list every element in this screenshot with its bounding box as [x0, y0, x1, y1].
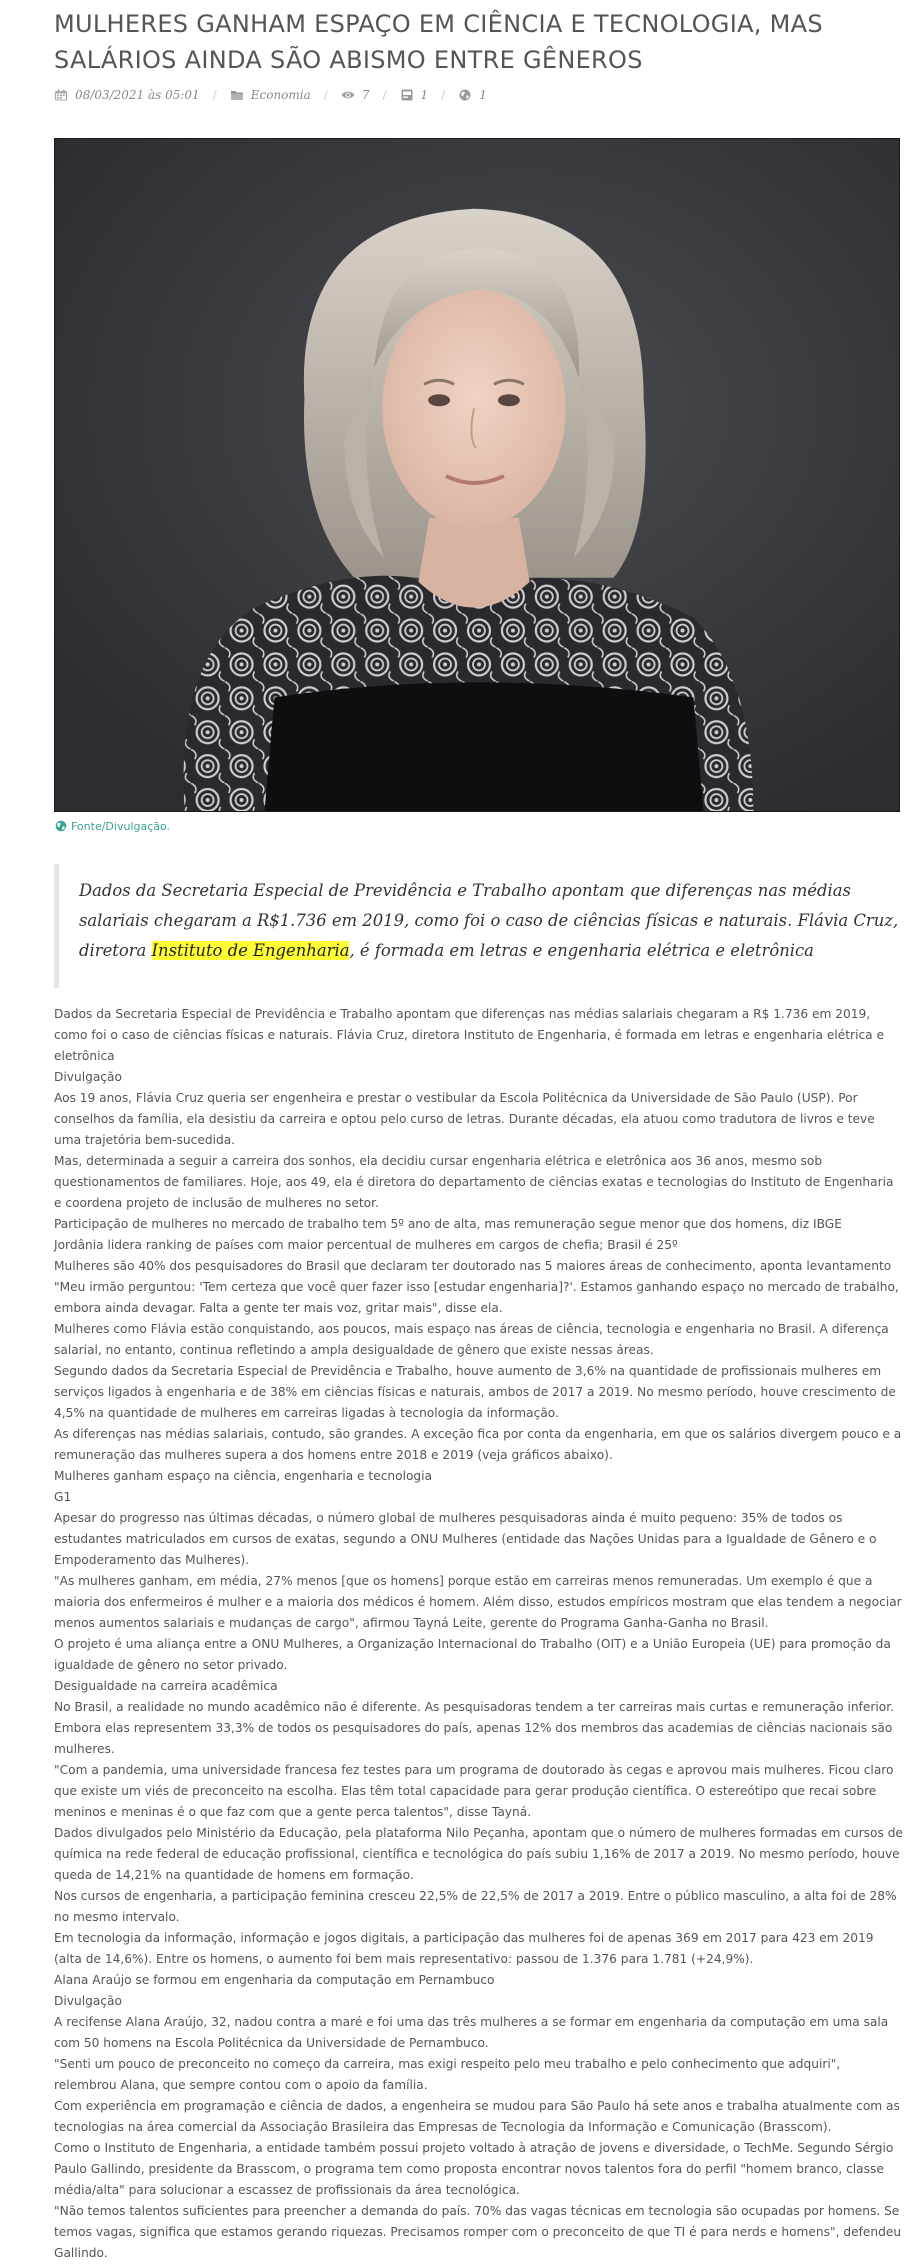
article-photo [54, 138, 900, 812]
article-paragraph: "Não temos talentos suficientes para preencher a demanda do país. 70% das vagas técnicas em tecnologia são ocupadas por homens. Se temos vagas, significa que estamos gerando riquezas. Precisamos romper com o preconceito de que TI é para nerds e homens", defendeu Gallindo. [54, 2204, 902, 2260]
article-paragraph: O projeto é uma aliança entre a ONU Mulheres, a Organização Internacional do Trabalho (OIT) e a União Europeia (UE) para promoção da igualdade de gênero no setor privado. [54, 1637, 891, 1672]
meta-category[interactable] [230, 88, 311, 102]
meta-separator: / [382, 88, 387, 102]
article-paragraph: "As mulheres ganham, em média, 27% menos [que os homens] porque estão em carreiras menos remuneradas. Um exemplo é que a maioria dos enfermeiros é mulher e a maioria dos médicos é homem. Além disso, estudos empíricos mostram que elas tendem a negociar menos aumentos salariais e mudanças de cargo", afirmou Tayná Leite, gerente do Programa Ganha-Ganha no Brasil. [54, 1574, 902, 1630]
article-paragraph: "Meu irmão perguntou: 'Tem certeza que você quer fazer isso [estudar engenharia]?'. Estamos ganhando espaço no mercado de trabalho, embora ainda devagar. Falta a gente ter mais voz, gritar mais", disse ela. [54, 1280, 899, 1315]
meta-separator: / [212, 88, 217, 102]
calendar-icon [54, 89, 68, 101]
article-lead-quote [54, 864, 900, 988]
folder-icon [230, 89, 244, 101]
article-paragraph: Segundo dados da Secretaria Especial de Previdência e Trabalho, houve aumento de 3,6% na quantidade de profissionais mulheres em serviços ligados à engenharia e de 38% em ciências físicas e naturais, ambos de 2017 a 2019. No mesmo período, houve crescimento de 4,5% na quantidade de mulheres em carreiras ligadas à tecnologia da informação. [54, 1364, 896, 1420]
photo-credit-text: Fonte/Divulgação. [71, 819, 171, 833]
meta-views-count: 7 [361, 88, 370, 102]
meta-date [54, 88, 200, 102]
photo-credit [54, 818, 170, 834]
article-paragraph: Divulgação [54, 1994, 122, 2008]
article-paragraph: Apesar do progresso nas últimas décadas, o número global de mulheres pesquisadoras ainda é muito pequeno: 35% de todos os estudantes matriculados em cursos de exatas, segundo a ONU Mulheres (entidade das Nações Unidas para a Igualdade de Gênero e o Empoderamento das Mulheres). [54, 1511, 877, 1567]
article-paragraph: Dados divulgados pelo Ministério da Educação, pela plataforma Nilo Peçanha, apontam que o número de mulheres formadas em cursos de química na rede federal de educação profissional, científica e tecnológica do país subiu 1,16% de 2017 a 2019. No mesmo período, houve queda de 14,21% na quantidade de homens em formação. [54, 1826, 903, 1882]
meta-category-text[interactable]: Economia [250, 88, 311, 102]
article-paragraph: Dados da Secretaria Especial de Previdência e Trabalho apontam que diferenças nas médias salariais chegaram a R$ 1.736 em 2019, como foi o caso de ciências físicas e naturais. Flávia Cruz, diretora Instituto de Engenharia, é formada em letras e engenharia elétrica e eletrônica [54, 1007, 884, 1063]
meta-views [341, 88, 370, 102]
comment-icon [400, 89, 414, 101]
quote-text-after: , é formada em letras e engenharia elétrica e eletrônica [349, 941, 814, 960]
article-paragraph: Desigualdade na carreira acadêmica [54, 1679, 278, 1693]
eye-icon [341, 89, 355, 101]
article-paragraph: Como o Instituto de Engenharia, a entidade também possui projeto voltado à atração de jovens e diversidade, o TechMe. Segundo Sérgio Paulo Gallindo, presidente da Brasscom, o programa tem como proposta encontrar novos talentos fora do perfil "homem branco, classe média/alta" para solucionar a escassez de profissionais da área tecnológica. [54, 2141, 894, 2197]
article-paragraph: Alana Araújo se formou em engenharia da computação em Pernambuco [54, 1973, 495, 1987]
meta-date-text: 08/03/2021 às 05:01 [75, 88, 200, 102]
article-title: MULHERES GANHAM ESPAÇO EM CIÊNCIA E TECNOLOGIA, MAS SALÁRIOS AINDA SÃO ABISMO ENTRE GÊNEROS [54, 10, 823, 74]
article-paragraph: No Brasil, a realidade no mundo acadêmico não é diferente. As pesquisadoras tendem a ter carreiras mais curtas e remuneração inferior. Embora elas representem 33,3% de todos os pesquisadores do país, apenas 12% dos membros das academias de ciências nacionais são mulheres. [54, 1700, 894, 1756]
quote-highlight: Instituto de Engenharia [151, 941, 350, 960]
meta-comments-count: 1 [420, 88, 429, 102]
article-meta [54, 84, 900, 106]
article-paragraph: Participação de mulheres no mercado de trabalho tem 5º ano de alta, mas remuneração segue menor que dos homens, diz IBGE [54, 1217, 842, 1231]
globe-icon [54, 820, 68, 832]
article-paragraph: Nos cursos de engenharia, a participação feminina cresceu 22,5% de 22,5% de 2017 a 2019. Entre o público masculino, a alta foi de 28% no mesmo intervalo. [54, 1889, 897, 1924]
article-paragraph: Mulheres são 40% dos pesquisadores do Brasil que declaram ter doutorado nas 5 maiores áreas de conhecimento, aponta levantamento [54, 1259, 892, 1273]
article-paragraph: Aos 19 anos, Flávia Cruz queria ser engenheira e prestar o vestibular da Escola Politécnica da Universidade de São Paulo (USP). Por conselhos da família, ela desistiu da carreira e optou pelo curso de letras. Durante décadas, ela atuou como tradutora de livros e teve uma trajetória bem-sucedida. [54, 1091, 875, 1147]
meta-separator: / [323, 88, 328, 102]
article-paragraph: Jordânia lidera ranking de países com maior percentual de mulheres em cargos de chefia; Brasil é 25º [54, 1238, 678, 1252]
article-paragraph: Mulheres como Flávia estão conquistando, aos poucos, mais espaço nas áreas de ciência, tecnologia e engenharia no Brasil. A diferença salarial, no entanto, continua refletindo a ampla desigualdade de gênero que existe nessas áreas. [54, 1322, 889, 1357]
article-paragraph: A recifense Alana Araújo, 32, nadou contra a maré e foi uma das três mulheres a se formar em engenharia da computação em uma sala com 50 homens na Escola Politécnica da Universidade de Pernambuco. [54, 2015, 889, 2050]
article-paragraph: Mulheres ganham espaço na ciência, engenharia e tecnologia [54, 1469, 433, 1483]
globe-icon [458, 89, 472, 101]
article-body [54, 1004, 904, 2264]
article-paragraph: G1 [54, 1490, 72, 1504]
meta-shares-count: 1 [479, 88, 487, 102]
article-paragraph: As diferenças nas médias salariais, contudo, são grandes. A exceção fica por conta da engenharia, em que os salários divergem pouco e a remuneração das mulheres supera a dos homens entre 2018 e 2019 (veja gráficos abaixo). [54, 1427, 902, 1462]
meta-shares[interactable] [458, 88, 487, 102]
meta-comments[interactable] [400, 88, 429, 102]
article-paragraph: Mas, determinada a seguir a carreira dos sonhos, ela decidiu cursar engenharia elétrica e eletrônica aos 36 anos, mesmo sob questionamentos de familiares. Hoje, aos 49, ela é diretora do departamento de ciências exatas e tecnologias do Instituto de Engenharia e coordena projeto de inclusão de mulheres no setor. [54, 1154, 894, 1210]
article-paragraph: Divulgação [54, 1070, 122, 1084]
portrait-image [55, 139, 899, 811]
meta-separator: / [441, 88, 446, 102]
quote-text-before: Dados da Secretaria Especial de Previdência e Trabalho apontam que diferenças nas médias salariais chegaram a R$1.736 em 2019, como foi o caso de ciências físicas e naturais. Flávia Cruz, diretora [79, 881, 899, 960]
article-paragraph: "Com a pandemia, uma universidade francesa fez testes para um programa de doutorado às cegas e aprovou mais mulheres. Ficou claro que existe um viés de preconceito na escolha. Elas têm total capacidade para gerar produção científica. O estereótipo que recai sobre meninos e meninas é o que faz com que a gente perca talentos", disse Tayná. [54, 1763, 894, 1819]
article-paragraph: Com experiência em programação e ciência de dados, a engenheira se mudou para São Paulo há sete anos e trabalha atualmente com as tecnologias na área comercial da Associação Brasileira das Empresas de Tecnologia da Informação e Comunicação (Brasscom). [54, 2099, 900, 2134]
article-paragraph: Em tecnologia da informação, informação e jogos digitais, a participação das mulheres foi de apenas 369 em 2017 para 423 em 2019 (alta de 14,6%). Entre os homens, o aumento foi bem mais representativo: passou de 1.376 para 1.781 (+24,9%). [54, 1931, 874, 1966]
article-paragraph: "Senti um pouco de preconceito no começo da carreira, mas exigi respeito pelo meu trabalho e pelo conhecimento que adquiri", relembrou Alana, que sempre contou com o apoio da família. [54, 2057, 841, 2092]
